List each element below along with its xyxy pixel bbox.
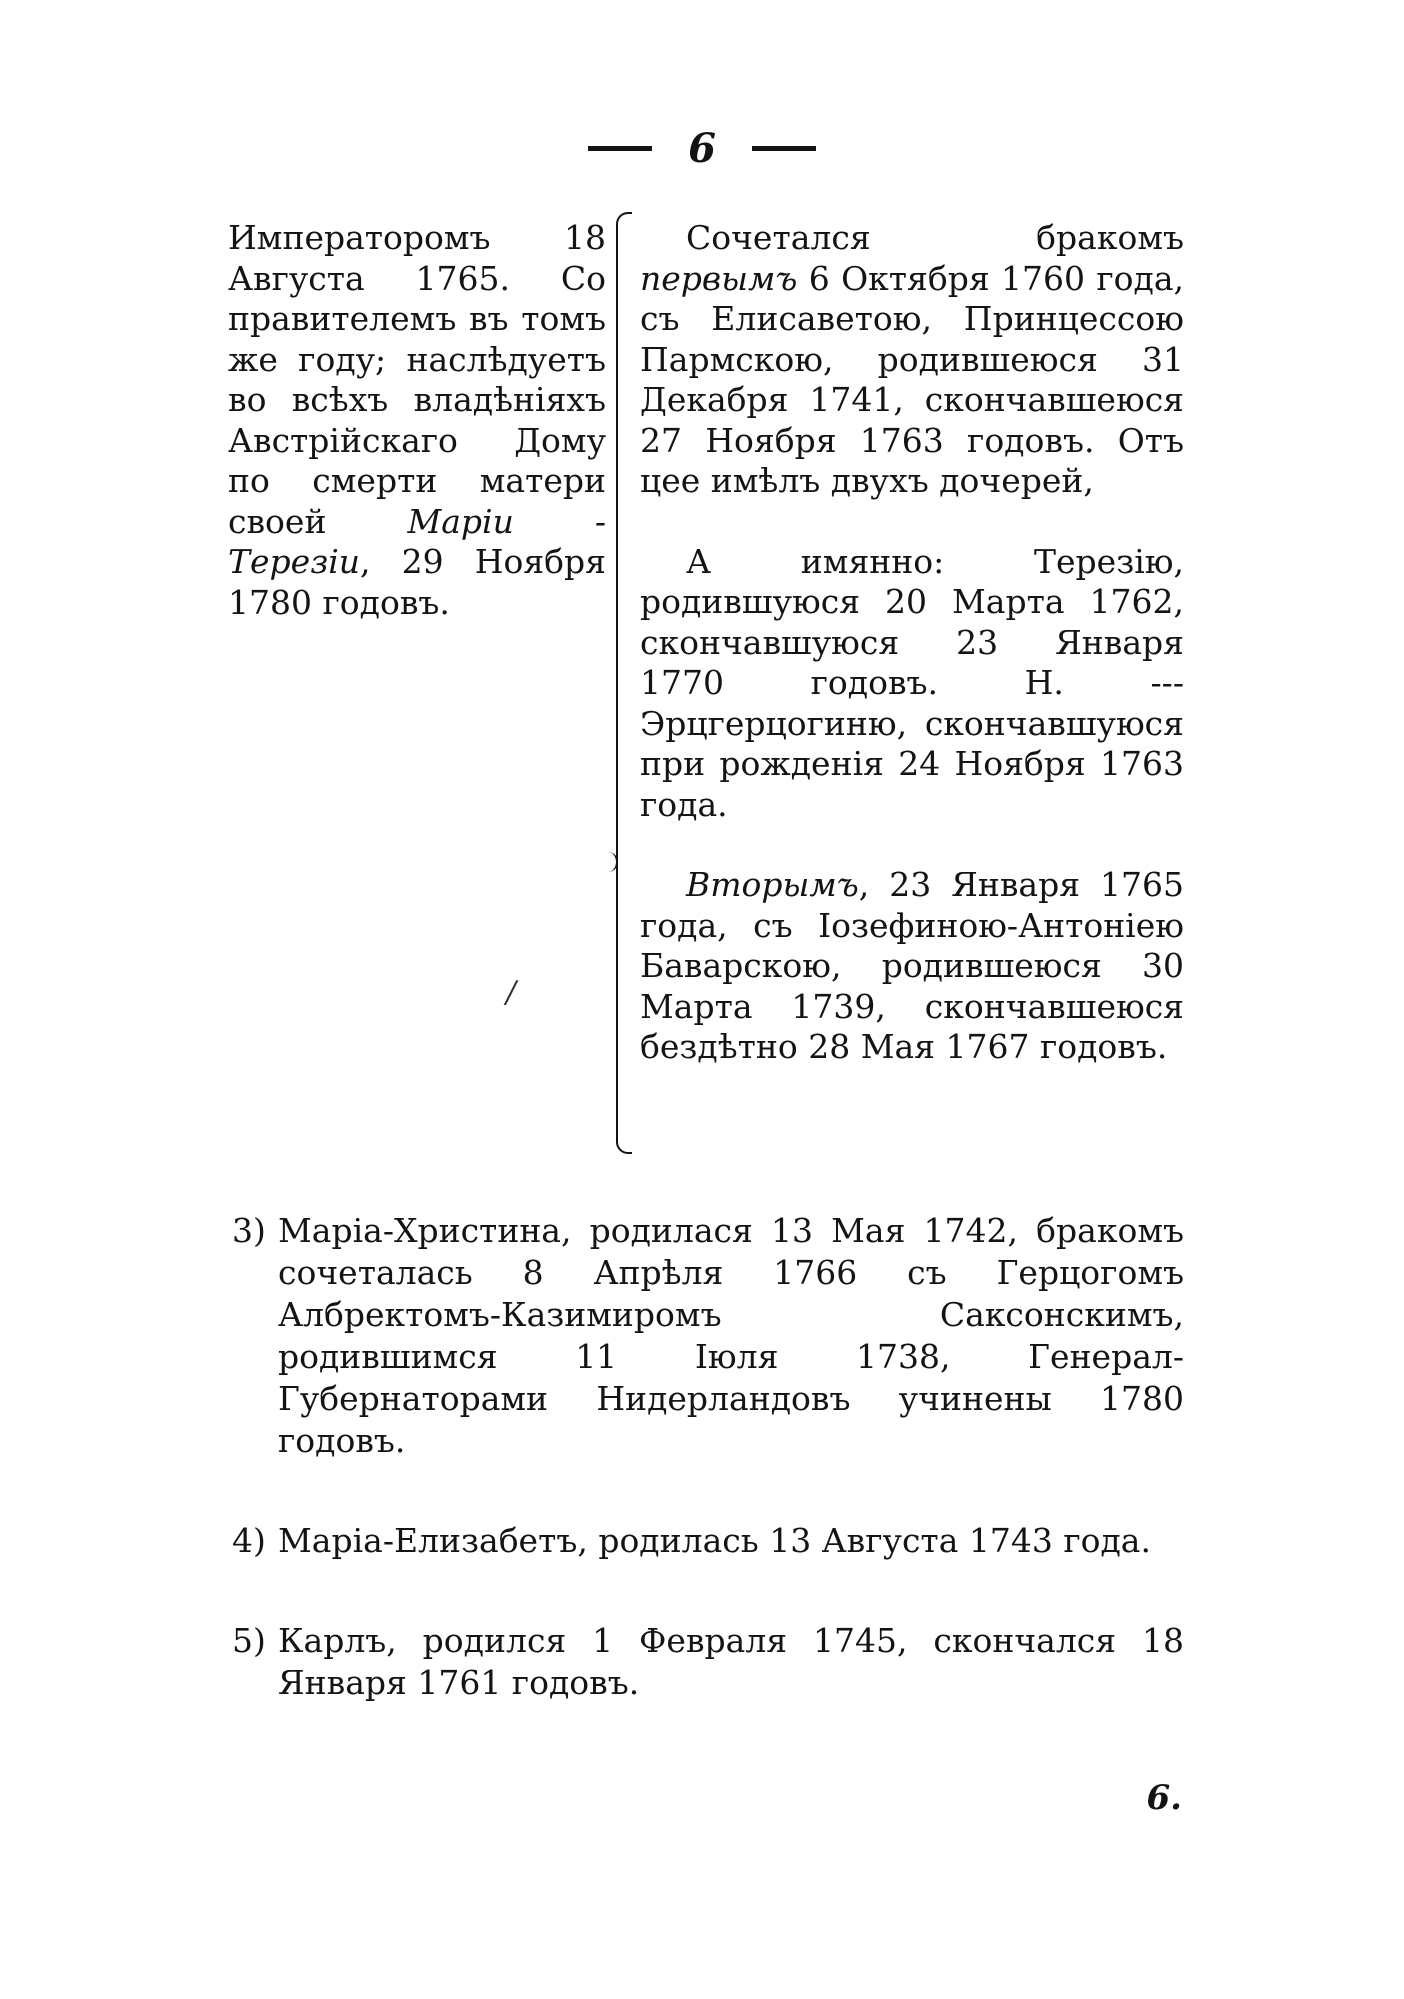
entry-text: Карлъ, родился 1 Февраля 1745, скончался 18 Января 1761 годовъ.: [278, 1621, 1184, 1702]
entry-item: [228, 1210, 1184, 1462]
second-marriage-text: , 23 Января 1765 года, съ Іозефиною-Антоніею Баварскою, родившеюся 30 Марта 1739, скончавшеюся бездѣтно 28 Мая 1767 годовъ.: [640, 865, 1184, 1066]
entry-item: [228, 1520, 1184, 1562]
entry-number: 4): [232, 1521, 266, 1560]
paragraph-second-marriage: [640, 865, 1184, 1068]
first-marriage-text: 6 Октября 1760 года, съ Елисаветою, Принцессою Пармскою, родившеюся 31 Декабря 1741, скончавшеюся 27 Ноября 1763 годовъ. Отъ цее имѣлъ двухъ дочерей,: [640, 258, 1184, 500]
brace-upper: [616, 212, 632, 864]
paragraph-first-marriage: [640, 218, 1184, 502]
stray-ink-mark: /: [506, 975, 517, 1010]
entry-item: [228, 1620, 1184, 1704]
header-rule-left: [588, 146, 652, 151]
entry-number: 5): [232, 1621, 266, 1660]
left-column: [228, 218, 606, 623]
page-header: [0, 118, 1404, 178]
first-marriage-emphasis: первымъ: [640, 258, 798, 298]
second-marriage-emphasis: Вторымъ: [686, 865, 859, 904]
entry-text: Марiа-Христина, родилася 13 Мая 1742, бракомъ сочеталась 8 Апрѣля 1766 съ Герцогомъ Албректомъ-Казимиромъ Саксонскимъ, родившимся 11 Іюля 1738, Генерал-Губернаторами Нидерландовъ учинены 1780 годовъ.: [278, 1211, 1184, 1460]
left-text-after: , 29 Ноября 1780 годовъ.: [228, 542, 606, 622]
left-text-before: Императоромъ 18 Августа 1765. Co правителемъ въ томъ же году; наслѣдуетъ во всѣхъ владѣніяхъ Австрійскаго Дому по смерти матери своей: [228, 218, 606, 541]
first-marriage-lead: Сочетался бракомъ: [686, 218, 1184, 257]
numbered-entries: [228, 1210, 1184, 1762]
right-column: [640, 218, 1184, 1068]
entry-text: Марiа-Елизабетъ, родилась 13 Августа 1743 года.: [278, 1521, 1151, 1560]
entry-number: 3): [232, 1211, 266, 1250]
page-number: 6: [688, 124, 716, 172]
header-rule-right: [752, 146, 816, 151]
left-emphasis: Маріи - Терезіи: [228, 501, 606, 581]
paragraph-daughters: А имянно: Терезію, родившуюся 20 Марта 1762, скончавшуюся 23 Января 1770 годовъ. Н. --- Эрцгерцогиню, скончавшуюся при рожденія 24 Ноября 1763 года.: [640, 541, 1184, 824]
catchword: 6.: [1146, 1778, 1182, 1818]
brace-lower: [616, 862, 632, 1154]
